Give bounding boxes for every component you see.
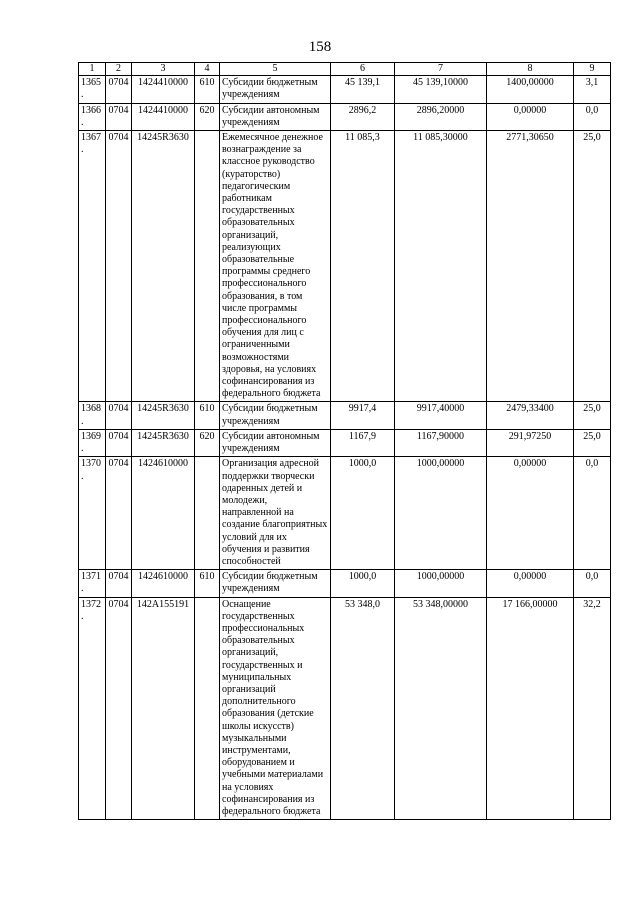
planned-amount: 45 139,1	[331, 76, 395, 103]
section-code: 0704	[106, 76, 132, 103]
table-row	[79, 76, 611, 103]
row-number: 1372.	[79, 597, 106, 820]
column-header: 6	[331, 63, 395, 76]
refined-amount: 11 085,30000	[395, 131, 487, 402]
expense-type	[195, 597, 220, 820]
section-code: 0704	[106, 597, 132, 820]
expense-type	[195, 131, 220, 402]
row-number: 1369.	[79, 429, 106, 456]
table-row	[79, 597, 611, 820]
page-number: 158	[308, 39, 332, 55]
execution-percent: 25,0	[574, 131, 611, 402]
row-number: 1366.	[79, 103, 106, 130]
expense-type	[195, 457, 220, 570]
section-code: 0704	[106, 402, 132, 429]
item-name: Оснащение государственных профессиональных образовательных организаций, государственных и муниципальных организаций дополнительного образования (детские школы искусств) музыкальными инструментами, оборудованием и учебными материалами на условиях софинансирования из федерального бюджета	[220, 597, 331, 820]
item-name: Субсидии бюджетным учреждениям	[220, 402, 331, 429]
section-code: 0704	[106, 457, 132, 570]
executed-amount: 0,00000	[487, 570, 574, 597]
table-row	[79, 429, 611, 456]
execution-percent: 25,0	[574, 429, 611, 456]
planned-amount: 9917,4	[331, 402, 395, 429]
row-number: 1367.	[79, 131, 106, 402]
item-name: Субсидии автономным учреждениям	[220, 429, 331, 456]
execution-percent: 0,0	[574, 570, 611, 597]
item-name: Организация адресной поддержки творчески одаренных детей и молодежи, направленной на создание благоприятных условий для их обучения и развития способностей	[220, 457, 331, 570]
target-code: 14245R3630	[132, 131, 195, 402]
column-header: 9	[574, 63, 611, 76]
section-code: 0704	[106, 570, 132, 597]
executed-amount: 1400,00000	[487, 76, 574, 103]
row-number: 1365.	[79, 76, 106, 103]
budget-table	[78, 62, 611, 820]
planned-amount: 53 348,0	[331, 597, 395, 820]
row-number: 1371.	[79, 570, 106, 597]
execution-percent: 3,1	[574, 76, 611, 103]
table-row	[79, 570, 611, 597]
column-header: 3	[132, 63, 195, 76]
section-code: 0704	[106, 131, 132, 402]
table-row	[79, 402, 611, 429]
planned-amount: 1000,0	[331, 570, 395, 597]
column-header: 8	[487, 63, 574, 76]
execution-percent: 32,2	[574, 597, 611, 820]
table-row	[79, 457, 611, 570]
refined-amount: 1167,90000	[395, 429, 487, 456]
column-header: 1	[79, 63, 106, 76]
execution-percent: 0,0	[574, 457, 611, 570]
refined-amount: 1000,00000	[395, 570, 487, 597]
item-name: Субсидии бюджетным учреждениям	[220, 570, 331, 597]
refined-amount: 9917,40000	[395, 402, 487, 429]
refined-amount: 2896,20000	[395, 103, 487, 130]
target-code: 1424610000	[132, 457, 195, 570]
expense-type: 610	[195, 570, 220, 597]
column-header: 2	[106, 63, 132, 76]
executed-amount: 291,97250	[487, 429, 574, 456]
item-name: Субсидии бюджетным учреждениям	[220, 76, 331, 103]
expense-type: 610	[195, 402, 220, 429]
executed-amount: 0,00000	[487, 103, 574, 130]
executed-amount: 17 166,00000	[487, 597, 574, 820]
refined-amount: 1000,00000	[395, 457, 487, 570]
execution-percent: 25,0	[574, 402, 611, 429]
section-code: 0704	[106, 429, 132, 456]
target-code: 1424410000	[132, 76, 195, 103]
target-code: 14245R3630	[132, 402, 195, 429]
target-code: 1424410000	[132, 103, 195, 130]
expense-type: 610	[195, 76, 220, 103]
executed-amount: 2479,33400	[487, 402, 574, 429]
row-number: 1370.	[79, 457, 106, 570]
item-name: Ежемесячное денежное вознаграждение за классное руководство (кураторство) педагогическим работникам государственных образовательных организаций, реализующих образовательные программы среднего профессионального образования, в том числе программы профессионального обучения для лиц с ограниченными возможностями здоровья, на условиях софинансирования из федерального бюджета	[220, 131, 331, 402]
target-code: 14245R3630	[132, 429, 195, 456]
expense-type: 620	[195, 429, 220, 456]
planned-amount: 2896,2	[331, 103, 395, 130]
refined-amount: 53 348,00000	[395, 597, 487, 820]
column-header: 5	[220, 63, 331, 76]
column-header: 7	[395, 63, 487, 76]
executed-amount: 0,00000	[487, 457, 574, 570]
refined-amount: 45 139,10000	[395, 76, 487, 103]
target-code: 142A155191	[132, 597, 195, 820]
target-code: 1424610000	[132, 570, 195, 597]
item-name: Субсидии автономным учреждениям	[220, 103, 331, 130]
table-row	[79, 131, 611, 402]
expense-type: 620	[195, 103, 220, 130]
execution-percent: 0,0	[574, 103, 611, 130]
table-row	[79, 103, 611, 130]
column-header: 4	[195, 63, 220, 76]
executed-amount: 2771,30650	[487, 131, 574, 402]
planned-amount: 1167,9	[331, 429, 395, 456]
table-header-row	[79, 63, 611, 76]
planned-amount: 11 085,3	[331, 131, 395, 402]
planned-amount: 1000,0	[331, 457, 395, 570]
row-number: 1368.	[79, 402, 106, 429]
section-code: 0704	[106, 103, 132, 130]
